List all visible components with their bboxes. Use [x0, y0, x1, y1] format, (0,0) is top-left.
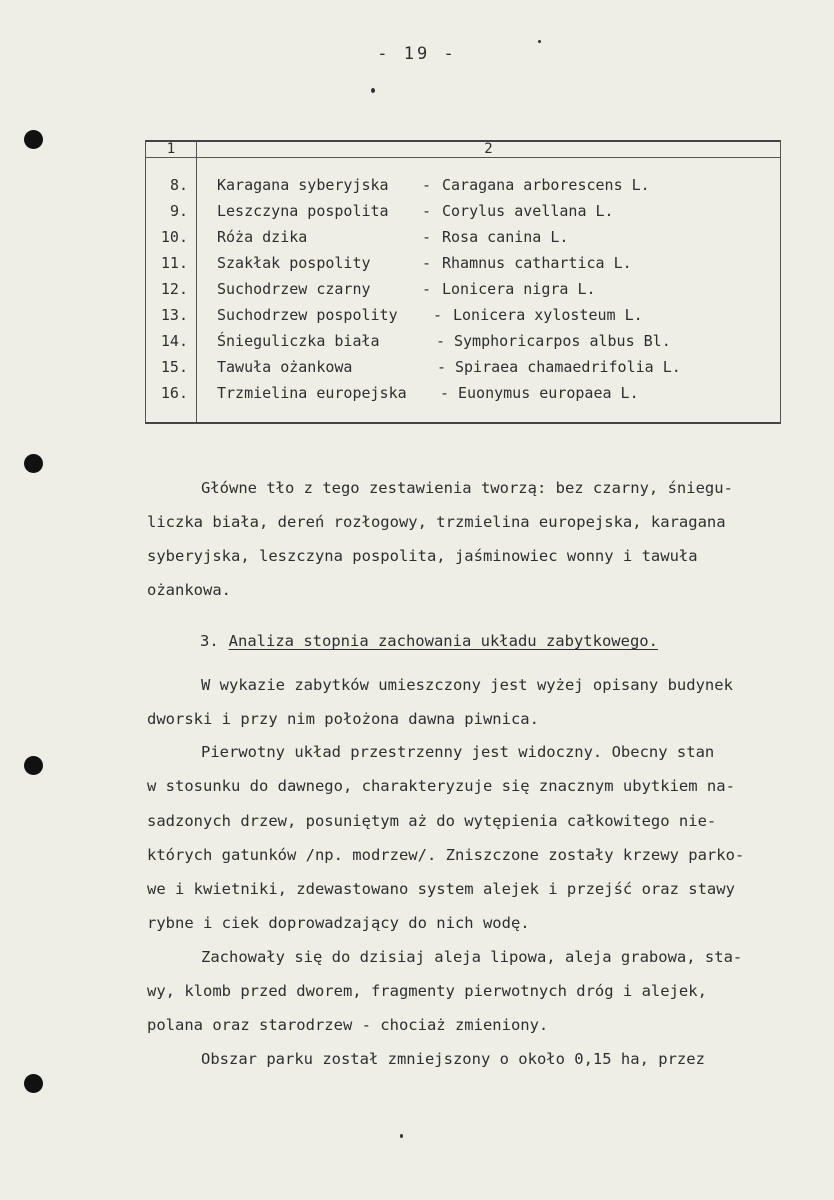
paragraph-line: syberyjska, leszczyna pospolita, jaśminowiec wonny i tawuła: [147, 547, 698, 565]
punch-hole-3: [24, 756, 43, 775]
punch-hole-4: [24, 1074, 43, 1093]
row-number: 14.: [160, 332, 188, 350]
paragraph-line: W wykazie zabytków umieszczony jest wyżej opisany budynek: [201, 676, 733, 694]
paragraph-line: sadzonych drzew, posuniętym aż do wytępienia całkowitego nie-: [147, 812, 717, 830]
paragraph-line: polana oraz starodrzew - chociaż zmieniony.: [147, 1016, 549, 1034]
row-number: 13.: [160, 306, 188, 324]
table-row: [146, 250, 780, 276]
row-number: 9.: [169, 202, 188, 220]
polish-name: Karagana syberyjska: [217, 176, 389, 194]
speck: [371, 88, 375, 93]
table-row: [146, 380, 780, 406]
polish-name: Śnieguliczka biała: [217, 332, 380, 350]
column-header-1: 1: [166, 141, 176, 157]
latin-name: Spiraea chamaedrifolia L.: [455, 358, 681, 376]
header-divider: [146, 157, 780, 158]
page-number: - 19 -: [377, 44, 457, 64]
latin-name: Lonicera nigra L.: [442, 280, 596, 298]
paragraph-line: we i kwietniki, zdewastowano system alejek i przejść oraz stawy: [147, 880, 735, 898]
separator-dash: -: [422, 176, 432, 194]
row-number: 16.: [160, 384, 188, 402]
section-number: 3.: [200, 632, 219, 650]
speck: [538, 40, 541, 43]
latin-name: Corylus avellana L.: [442, 202, 614, 220]
polish-name: Suchodrzew pospolity: [217, 306, 398, 324]
row-number: 12.: [160, 280, 188, 298]
table-row: [146, 172, 780, 198]
paragraph-line: wy, klomb przed dworem, fragmenty pierwotnych dróg i alejek,: [147, 982, 707, 1000]
separator-dash: -: [422, 254, 432, 272]
table-row: [146, 224, 780, 250]
paragraph-line: Zachowały się do dzisiaj aleja lipowa, aleja grabowa, sta-: [201, 948, 743, 966]
punch-hole-1: [24, 130, 43, 149]
polish-name: Suchodrzew czarny: [217, 280, 371, 298]
row-number: 8.: [169, 176, 188, 194]
paragraph-line: ożankowa.: [147, 581, 231, 599]
paragraph-line: w stosunku do dawnego, charakteryzuje się znacznym ubytkiem na-: [147, 777, 735, 795]
separator-dash: -: [433, 306, 443, 324]
polish-name: Trzmielina europejska: [217, 384, 407, 402]
polish-name: Leszczyna pospolita: [217, 202, 389, 220]
latin-name: Caragana arborescens L.: [442, 176, 650, 194]
column-header-2: 2: [484, 141, 493, 157]
row-number: 15.: [160, 358, 188, 376]
table-row: [146, 328, 780, 354]
separator-dash: -: [422, 280, 432, 298]
row-number: 11.: [160, 254, 188, 272]
table-row: [146, 276, 780, 302]
paragraph-line: Główne tło z tego zestawienia tworzą: bez czarny, śniegu-: [201, 479, 733, 497]
latin-name: Lonicera xylosteum L.: [453, 306, 643, 324]
table-row: [146, 354, 780, 380]
separator-dash: -: [422, 202, 432, 220]
paragraph-line: Obszar parku został zmniejszony o około 0,15 ha, przez: [201, 1050, 705, 1068]
polish-name: Róża dzika: [217, 228, 308, 246]
section-title: Analiza stopnia zachowania układu zabytkowego.: [228, 632, 658, 650]
separator-dash: -: [422, 228, 432, 246]
latin-name: Rhamnus cathartica L.: [442, 254, 632, 272]
paragraph-line: liczka biała, dereń rozłogowy, trzmielina europejska, karagana: [147, 513, 726, 531]
paragraph-line: których gatunków /np. modrzew/. Zniszczone zostały krzewy parko-: [147, 846, 745, 864]
separator-dash: -: [437, 358, 447, 376]
speck: [400, 1134, 403, 1138]
polish-name: Szakłak pospolity: [217, 254, 371, 272]
species-table: [145, 140, 781, 424]
separator-dash: -: [440, 384, 450, 402]
paragraph-line: dworski i przy nim położona dawna piwnica.: [147, 710, 539, 728]
polish-name: Tawuła ożankowa: [217, 358, 353, 376]
table-row: [146, 198, 780, 224]
latin-name: Rosa canina L.: [442, 228, 569, 246]
table-row: [146, 302, 780, 328]
latin-name: Euonymus europaea L.: [458, 384, 639, 402]
paragraph-line: Pierwotny układ przestrzenny jest widoczny. Obecny stan: [201, 743, 715, 761]
separator-dash: -: [436, 332, 446, 350]
section-heading: [200, 632, 658, 650]
paragraph-line: rybne i ciek doprowadzający do nich wodę.: [147, 914, 530, 932]
latin-name: Symphoricarpos albus Bl.: [454, 332, 671, 350]
punch-hole-2: [24, 454, 43, 473]
row-number: 10.: [160, 228, 188, 246]
